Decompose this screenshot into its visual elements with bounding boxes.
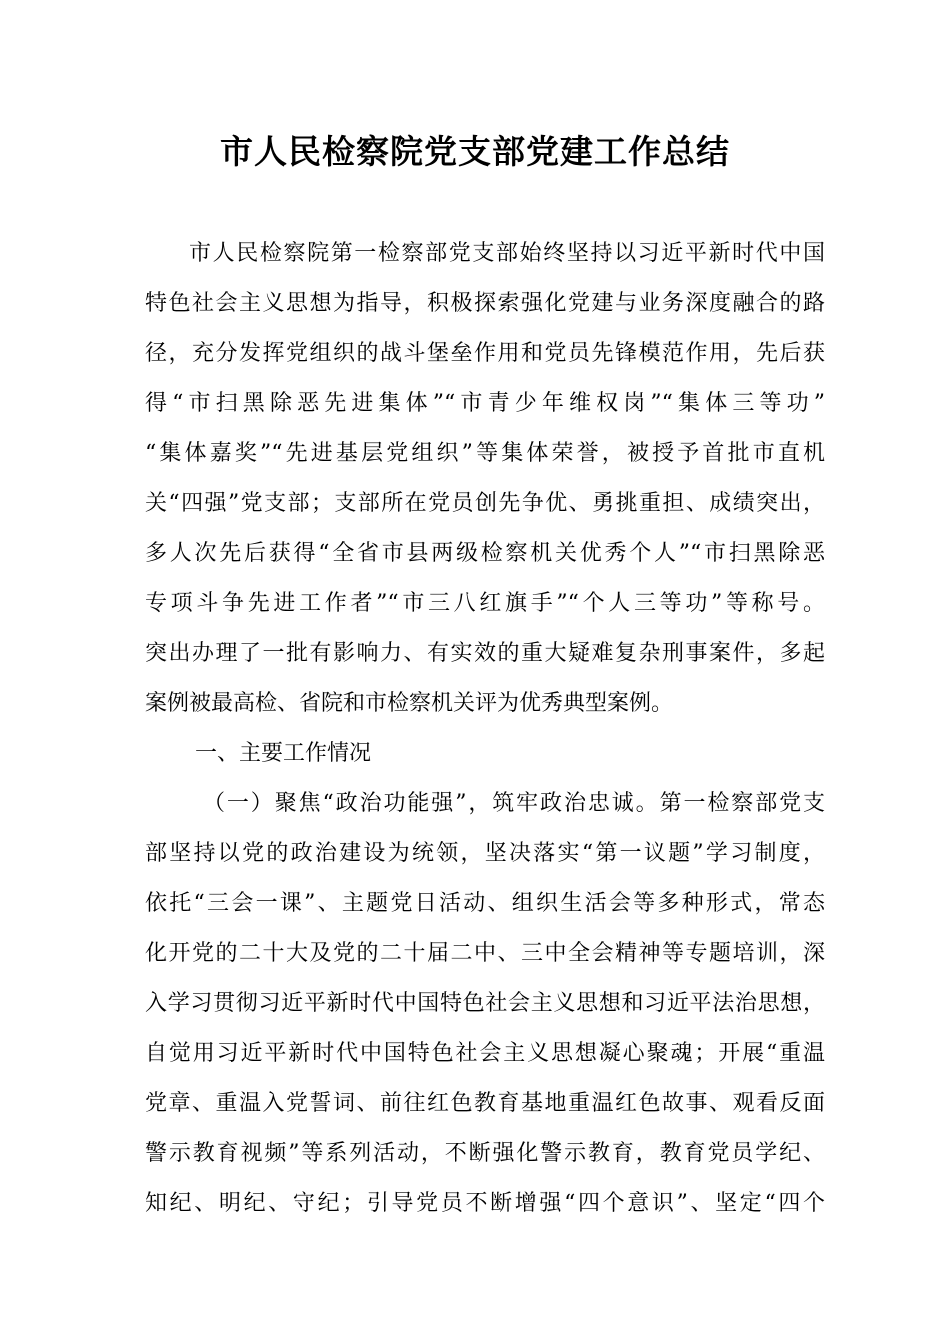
intro-line: 突出办理了一批有影响力、有实效的重大疑难复杂刑事案件，多起 [145,641,825,666]
section-line: 自觉用习近平新时代中国特色社会主义思想凝心聚魂；开展“重温 [145,1041,825,1066]
section-line: 知纪、明纪、守纪；引导党员不断增强“四个意识”、坚定“四个 [145,1191,825,1216]
section-line: 化开党的二十大及党的二十届二中、三中全会精神等专题培训，深 [145,941,825,966]
intro-line: 专项斗争先进工作者”“市三八红旗手”“个人三等功”等称号。 [145,591,825,616]
section-line: （一）聚焦“政治功能强”，筑牢政治忠诚。第一检察部党支 [203,791,825,816]
intro-line: 市人民检察院第一检察部党支部始终坚持以习近平新时代中国 [189,241,825,266]
section-heading: 一、主要工作情况 [195,741,372,766]
page-title: 市人民检察院党支部党建工作总结 [220,132,730,171]
section-line: 党章、重温入党誓词、前往红色教育基地重温红色故事、观看反面 [145,1091,825,1116]
intro-line: 案例被最高检、省院和市检察机关评为优秀典型案例。 [145,691,674,716]
intro-line: 得“市扫黑除恶先进集体”“市青少年维权岗”“集体三等功” [145,391,825,416]
section-line: 警示教育视频”等系列活动，不断强化警示教育，教育党员学纪、 [145,1141,825,1166]
intro-line: 多人次先后获得“全省市县两级检察机关优秀个人”“市扫黑除恶 [145,541,825,566]
intro-line: 径，充分发挥党组织的战斗堡垒作用和党员先锋模范作用，先后获 [145,341,825,366]
section-line: 依托“三会一课”、主题党日活动、组织生活会等多种形式，常态 [145,891,825,916]
intro-line: 特色社会主义思想为指导，积极探索强化党建与业务深度融合的路 [145,291,825,316]
section-line: 入学习贯彻习近平新时代中国特色社会主义思想和习近平法治思想， [145,991,825,1016]
document-body [145,229,825,1229]
intro-line: 关“四强”党支部；支部所在党员创先争优、勇挑重担、成绩突出， [145,491,825,516]
section-line: 部坚持以党的政治建设为统领，坚决落实“第一议题”学习制度， [145,841,825,866]
intro-line: “集体嘉奖”“先进基层党组织”等集体荣誉，被授予首批市直机 [145,441,825,466]
